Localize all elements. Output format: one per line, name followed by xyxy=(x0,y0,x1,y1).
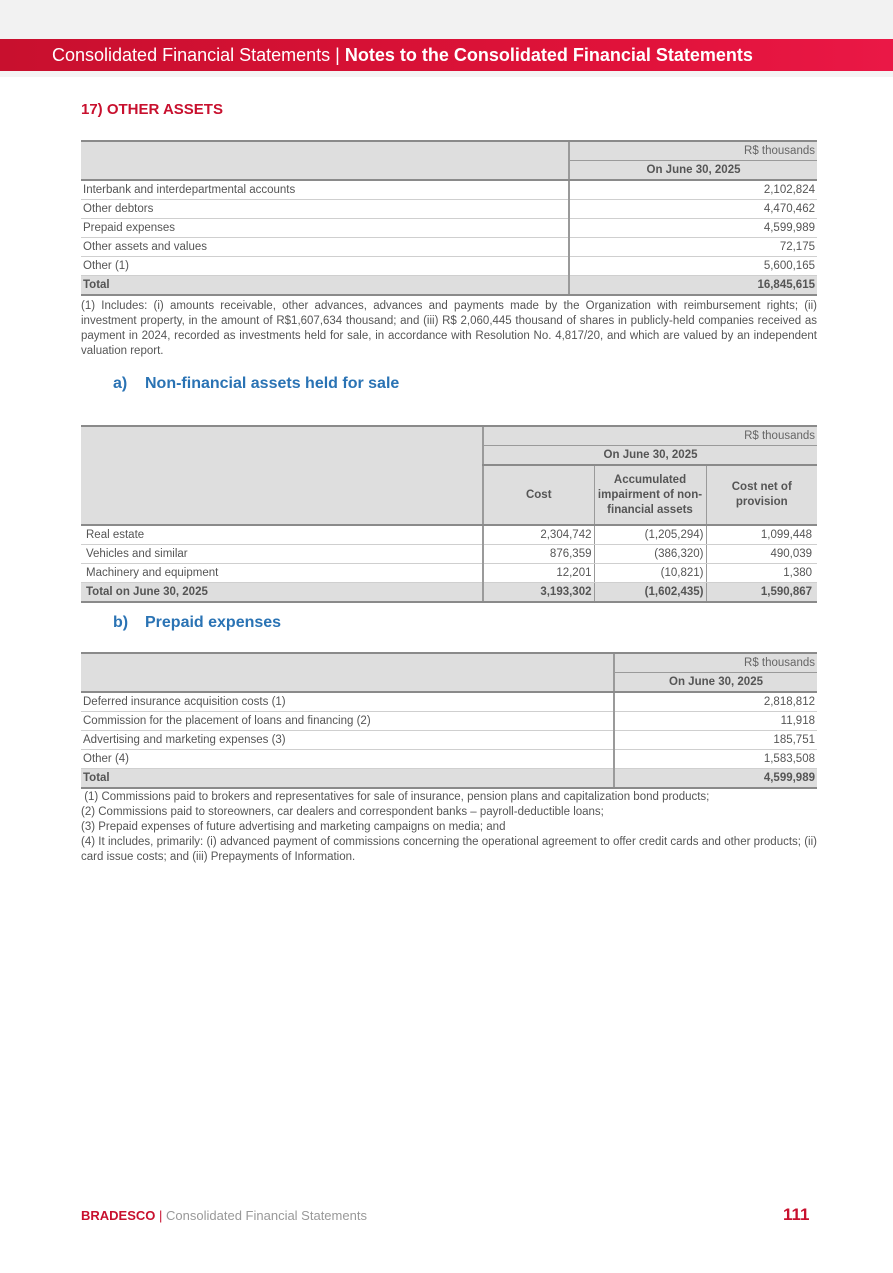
period-label: On June 30, 2025 xyxy=(614,673,817,693)
subsection-label: b) xyxy=(113,614,129,631)
total-label: Total xyxy=(81,276,569,296)
table-row xyxy=(81,692,817,712)
row-label: Advertising and marketing expenses (3) xyxy=(81,731,614,750)
row-value: 11,918 xyxy=(614,712,817,731)
header-blank-cell xyxy=(81,426,483,525)
footnote-2: (2) Commissions paid to storeowners, car dealers and correspondent banks – payroll-deductible loans; xyxy=(81,806,604,818)
page-footer xyxy=(81,1208,367,1223)
section-title: 17) OTHER ASSETS xyxy=(81,101,223,118)
total-row xyxy=(81,583,817,603)
row-cost: 2,304,742 xyxy=(483,525,594,545)
column-header-impairment: Accumulated impairment of non-financial assets xyxy=(594,465,706,525)
period-label: On June 30, 2025 xyxy=(483,446,817,466)
row-label: Real estate xyxy=(81,525,483,545)
row-impairment: (10,821) xyxy=(594,564,706,583)
prepaid-expenses-table xyxy=(81,652,817,789)
row-net: 490,039 xyxy=(706,545,817,564)
total-value: 16,845,615 xyxy=(569,276,817,296)
total-row xyxy=(81,769,817,789)
table-row xyxy=(81,731,817,750)
row-value: 5,600,165 xyxy=(569,257,817,276)
total-row xyxy=(81,276,817,296)
row-cost: 12,201 xyxy=(483,564,594,583)
footnote-4: (4) It includes, primarily: (i) advanced payment of commissions concerning the operational agreement to offer credit cards and other products; (ii) card issue costs; and (iii) Prepayments of Information. xyxy=(81,836,817,863)
total-label: Total xyxy=(81,769,614,789)
subsection-title-a xyxy=(113,375,399,393)
row-value: 1,583,508 xyxy=(614,750,817,769)
footnote-text: (1) Includes: (i) amounts receivable, other advances, advances and payments made by the Organization with reimbursement rights; (ii) investment property, in the amount of R$1,607,634 thousand; and (iii) R$ 2,060,445 thousand of shares in publicly-held companies received as payment in 2024, recorded as investments held for sale, in accordance with Resolution No. 4,817/20, and which are valued by an independent valuation report. xyxy=(81,300,817,357)
prepaid-footnotes xyxy=(81,790,817,865)
banner-shadow xyxy=(0,71,893,77)
table-row xyxy=(81,180,817,200)
row-label: Prepaid expenses xyxy=(81,219,569,238)
subsection-title-b xyxy=(113,614,281,632)
row-label: Other (4) xyxy=(81,750,614,769)
row-label: Deferred insurance acquisition costs (1) xyxy=(81,692,614,712)
table-row xyxy=(81,257,817,276)
units-label: R$ thousands xyxy=(569,141,817,161)
header-blank-cell xyxy=(81,141,569,180)
other-assets-table xyxy=(81,140,817,296)
footer-brand: BRADESCO xyxy=(81,1208,156,1223)
row-cost: 876,359 xyxy=(483,545,594,564)
total-cost: 3,193,302 xyxy=(483,583,594,603)
units-label: R$ thousands xyxy=(614,653,817,673)
row-label: Vehicles and similar xyxy=(81,545,483,564)
row-label: Other assets and values xyxy=(81,238,569,257)
row-net: 1,099,448 xyxy=(706,525,817,545)
column-header-cost: Cost xyxy=(483,465,594,525)
row-value: 4,470,462 xyxy=(569,200,817,219)
row-label: Machinery and equipment xyxy=(81,564,483,583)
non-financial-assets-table xyxy=(81,425,817,603)
units-label: R$ thousands xyxy=(483,426,817,446)
footnote-3: (3) Prepaid expenses of future advertising and marketing campaigns on media; and xyxy=(81,821,506,833)
table-row xyxy=(81,750,817,769)
footnote-1: (1) Commissions paid to brokers and representatives for sale of insurance, pension plans and capitalization bond products; xyxy=(81,791,710,803)
top-strip xyxy=(0,0,893,39)
table-row xyxy=(81,564,817,583)
total-label: Total on June 30, 2025 xyxy=(81,583,483,603)
row-value: 72,175 xyxy=(569,238,817,257)
row-label: Other debtors xyxy=(81,200,569,219)
column-header-net: Cost net of provision xyxy=(706,465,817,525)
page-number: 111 xyxy=(783,1205,810,1224)
header-blank-cell xyxy=(81,653,614,692)
subsection-text: Prepaid expenses xyxy=(145,614,282,631)
table-row xyxy=(81,238,817,257)
header-section: Consolidated Financial Statements xyxy=(52,45,331,65)
footer-separator: | xyxy=(159,1208,163,1223)
total-value: 4,599,989 xyxy=(614,769,817,789)
row-label: Other (1) xyxy=(81,257,569,276)
row-value: 4,599,989 xyxy=(569,219,817,238)
table-row xyxy=(81,200,817,219)
table-row xyxy=(81,525,817,545)
total-net: 1,590,867 xyxy=(706,583,817,603)
table-row xyxy=(81,545,817,564)
row-impairment: (1,205,294) xyxy=(594,525,706,545)
row-label: Interbank and interdepartmental accounts xyxy=(81,180,569,200)
subsection-label: a) xyxy=(113,375,128,392)
row-value: 2,102,824 xyxy=(569,180,817,200)
total-impairment: (1,602,435) xyxy=(594,583,706,603)
subsection-text: Non-financial assets held for sale xyxy=(145,375,400,392)
table-row xyxy=(81,219,817,238)
row-impairment: (386,320) xyxy=(594,545,706,564)
other-assets-footnote xyxy=(81,299,817,359)
header-title: Notes to the Consolidated Financial Statements xyxy=(344,45,753,65)
row-value: 185,751 xyxy=(614,731,817,750)
row-label: Commission for the placement of loans and financing (2) xyxy=(81,712,614,731)
footer-doc-title: Consolidated Financial Statements xyxy=(166,1208,367,1223)
header-separator: | xyxy=(335,45,340,65)
row-net: 1,380 xyxy=(706,564,817,583)
table-row xyxy=(81,712,817,731)
page-header-banner xyxy=(0,39,893,71)
row-value: 2,818,812 xyxy=(614,692,817,712)
period-label: On June 30, 2025 xyxy=(569,161,817,181)
